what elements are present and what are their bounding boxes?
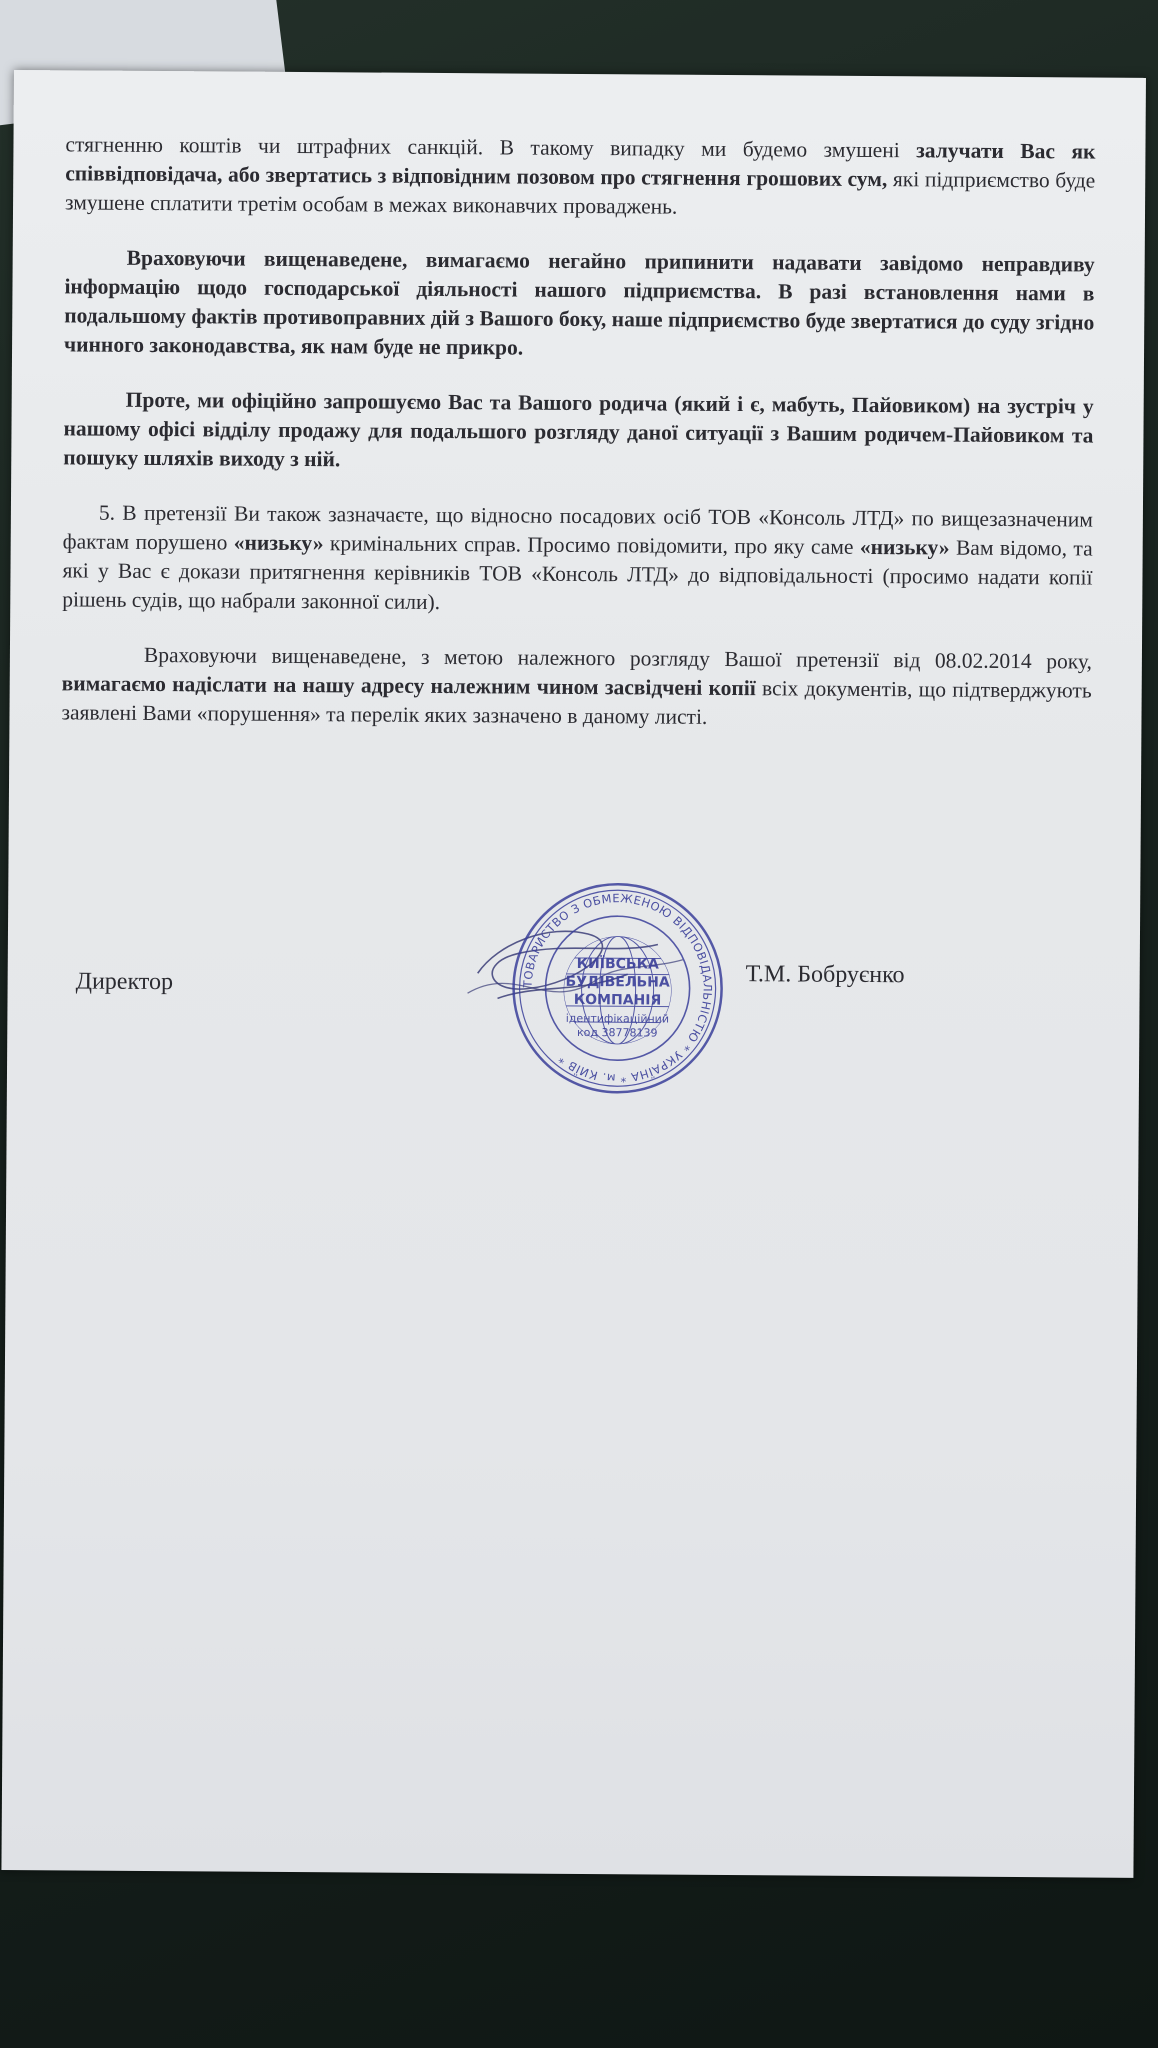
stamp-line-4: ідентифікаційний [565,1011,670,1026]
stamp-line-3: КОМПАНІЯ [573,991,662,1009]
company-stamp [507,877,729,1099]
stamp-line-1: КИЇВСЬКА [576,955,659,973]
paragraph-liability: стягненню коштів чи штрафних санкцій. В такому випадку ми будемо змушені залучати Вас як співвідповідача, або звертатись з відповідним позовом про стягнення грошових сум, які підприємство буде змушене сплатити третім особам в межах виконавчих проваджень. [64,132,1096,219]
stamp-outer-ring-text: ТОВАРИСТВО З ОБМЕЖЕНОЮ ВІДПОВІДАЛЬНІСТЮ * УКРАЇНА * м. КИЇВ * [520,891,715,1086]
paragraph-invitation: Проте, ми офіційно запрошуємо Вас та Вашого родича (який і є, мабуть, Пайовиком) на зустріч у нашому офісі відділу продажу для подальшого розгляду даної ситуації з Вашим родичем-Пайовиком та пошуку шляхів виходу з ній. [63,387,1094,472]
stamp-line-2: БУДІВЕЛЬНА [565,973,670,991]
paragraph-demand-stop: Враховуючи вищенаведене, вимагаємо негайно припинити надавати завідомо неправдиву інформацію щодо господарської діяльності нашого підприємства. В разі встановлення нами в подальшому фактів противоправних дій з Вашого боку, наше підприємство буде звертатися до суду згідно чинного законодавства, як нам буде не прикро. [64,245,1095,360]
signature-block [7,800,1141,1086]
letter-body [61,130,1095,734]
stamp-line-5: код 38778139 [577,1025,658,1040]
paragraph-criminal-cases: 5. В претензії Ви також зазначаєте, що відносно посадових осіб ТОВ «Консоль ЛТД» по вищезазначеним фактам порушено «низьку» кримінальних справ. Просимо повідомити, про яку саме «низьку» Вам відомо, та які у Вас є докази притягнення керівників ТОВ «Консоль ЛТД» до відповідальності (просимо надати копії рішень судів, що набрали законної сили). [62,500,1093,614]
letter-page [1,70,1146,1878]
paragraph-request-documents: Враховуючи вищенаведене, з метою належного розгляду Вашої претензії від 08.02.2014 року, вимагаємо надіслати на нашу адресу належним чином засвідчені копії всіх документів, що підтверджують заявлені Вами «порушення» та перелік яких зазначено в даному листі. [61,642,1092,729]
director-title: Директор [75,968,174,996]
signatory-name: Т.М. Бобруєнко [745,961,905,989]
